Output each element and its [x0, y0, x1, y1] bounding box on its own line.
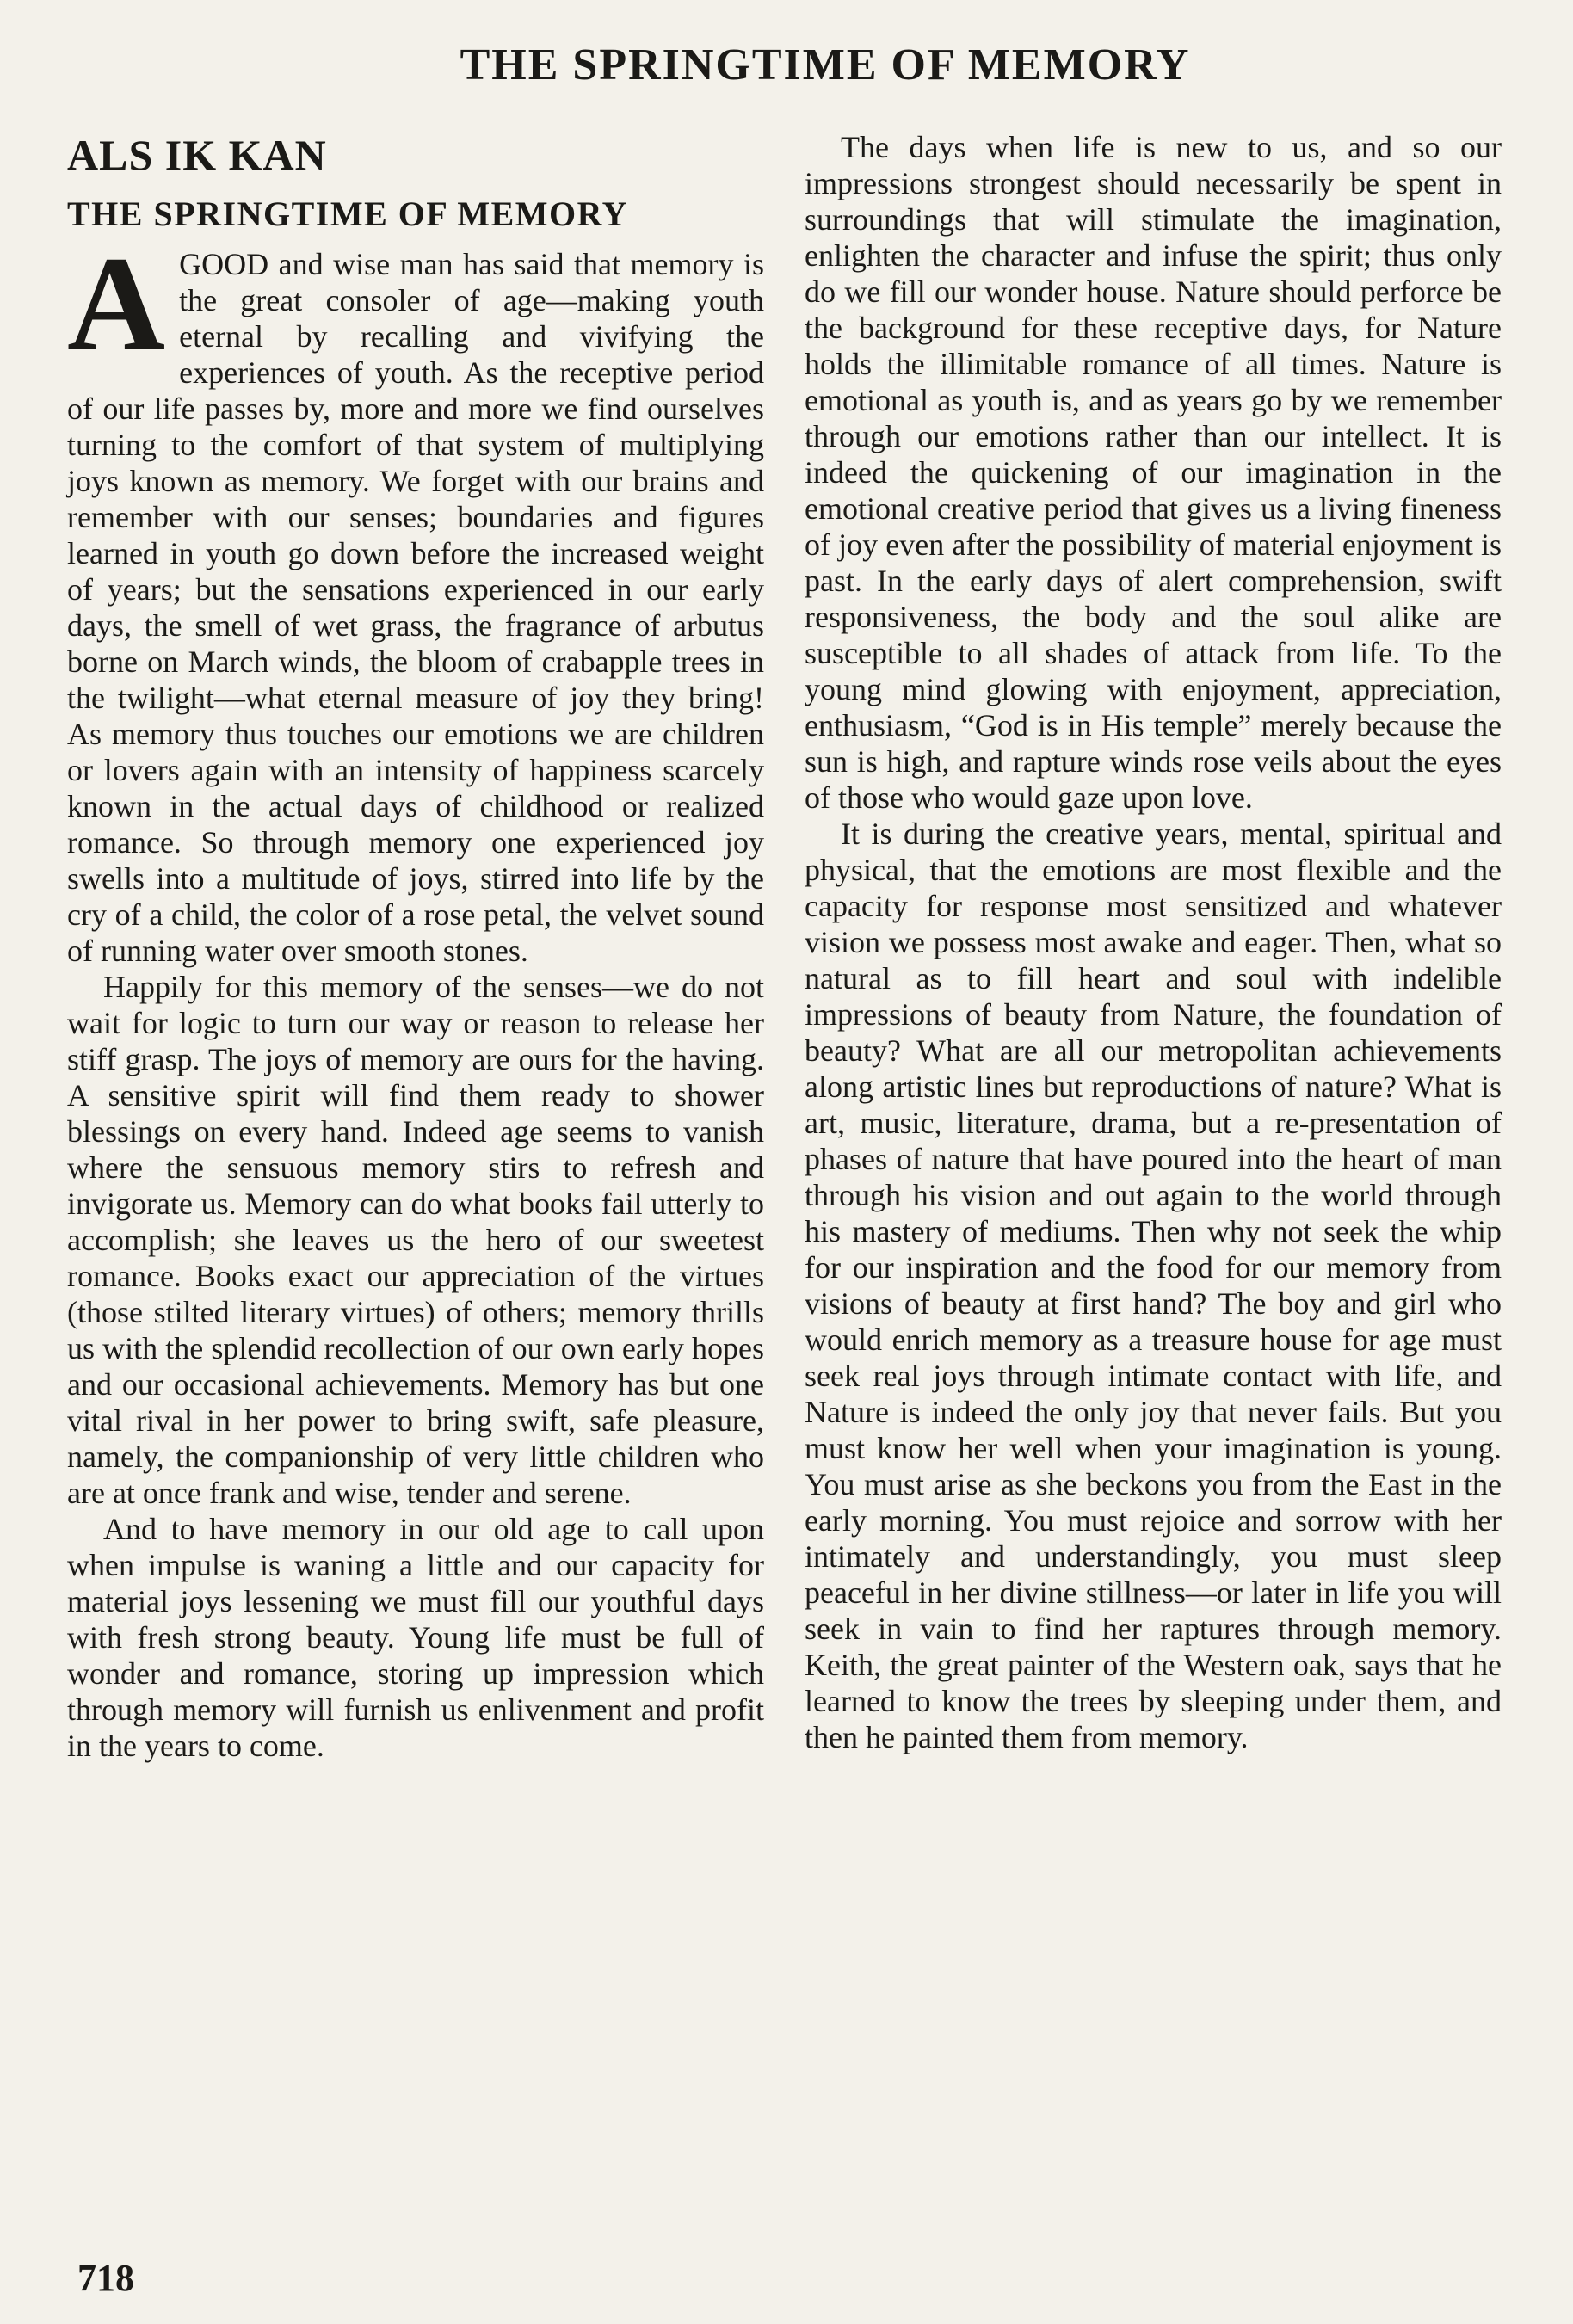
article-title: THE SPRINGTIME OF MEMORY — [67, 194, 629, 233]
paragraph-2: Happily for this memory of the senses—we do not wait for logic to turn our way or reason to release her stiff grasp. The joys of memory are ours for the having. A sensitive spirit will find them ready to shower blessings on every hand. Indeed age seems to vanish where the sensuous memory stirs to refresh and invigorate us. Memory can do what books fail utterly to accomplish; she leaves us the hero of our sweetest romance. Books exact our appreciation of the virtues (those stilted literary virtues) of others; memory thrills us with the splendid recollection of our own early hopes and our occasional achievements. Memory has but one vital rival in her power to bring swift, safe pleasure, namely, the companionship of very little children who are at once frank and wise, tender and serene. — [67, 970, 764, 1510]
running-head: THE SPRINGTIME OF MEMORY — [460, 40, 1191, 89]
paragraph-4: The days when life is new to us, and so our impressions strongest should necessarily be spent in surroundings that will stimulate the imagination, enlighten the character and infuse the spirit; thus only do we fill our wonder house. Nature should perforce be the background for these receptive days, for Nature holds the illimitable romance of all times. Nature is emotional as youth is, and as years go by we remember through our emotions rather than our intellect. It is indeed the quickening of our imagination in the emotional creative period that gives us a living fineness of joy even after the possibility of material enjoyment is past. In the early days of alert comprehension, swift responsiveness, the body and the soul alike are susceptible to all shades of attack from life. To the young mind glowing with enjoyment, appreciation, enthusiasm, “God is in His temple” merely because the sun is high, and rapture winds rose veils about the eyes of those who would gaze upon love. — [805, 130, 1502, 815]
left-column — [67, 129, 764, 1764]
paragraph-5: It is during the creative years, mental, spiritual and physical, that the emotions are most flexible and the capacity for response most sensitized and whatever vision we possess most awake and eager. Then, what so natural as to fill heart and soul with indelible impressions of beauty from Nature, the foundation of beauty? What are all our metropolitan achievements along artistic lines but reproductions of nature? What is art, music, literature, drama, but a re-presentation of phases of nature that have poured into the heart of man through his vision and out again to the world through his mastery of mediums. Then why not seek the whip for our inspiration and the food for our memory from visions of beauty at first hand? The boy and girl who would enrich memory as a treasure house for age must seek real joys through intimate contact with life, and Nature is indeed the only joy that never fails. But you must know her well when your imagination is young. You must arise as she beckons you from the East in the early morning. You must rejoice and sorrow with her intimately and understandingly, you must sleep peaceful in her divine stillness—or later in life you will seek in vain to find her raptures through memory. Keith, the great painter of the Western oak, says that he learned to know the trees by sleeping under them, and then he painted them from memory. — [805, 817, 1502, 1754]
author-byline: ALS IK KAN — [67, 131, 327, 179]
right-column — [805, 129, 1502, 1755]
paragraph-1 — [67, 229, 764, 969]
drop-cap: A — [67, 229, 166, 379]
paragraph-1-text: GOOD and wise man has said that memory is the great consoler of age—making youth eternal by recalling and vivifying the experiences of youth. As the receptive period of our life passes by, more and more we find ourselves turning to the comfort of that system of multiplying joys known as memory. We forget with our brains and remember with our senses; boundaries and figures learned in youth go down before the increased weight of years; but the sensations experienced in our early days, the smell of wet grass, the fragrance of arbutus borne on March winds, the bloom of crabapple trees in the twilight—what eternal measure of joy they bring! As memory thus touches our emotions we are children or lovers again with an intensity of happiness scarcely known in the actual days of childhood or realized romance. So through memory one experienced joy swells into a multitude of joys, stirred into life by the cry of a child, the color of a rose petal, the velvet sound of running water over smooth stones. — [67, 247, 764, 968]
paragraph-3: And to have memory in our old age to call upon when impulse is waning a little and our capacity for material joys lessening we must fill our youthful days with fresh strong beauty. Young life must be full of wonder and romance, storing up impression which through memory will furnish us enlivenment and profit in the years to come. — [67, 1512, 764, 1763]
page-number: 718 — [77, 2257, 134, 2299]
